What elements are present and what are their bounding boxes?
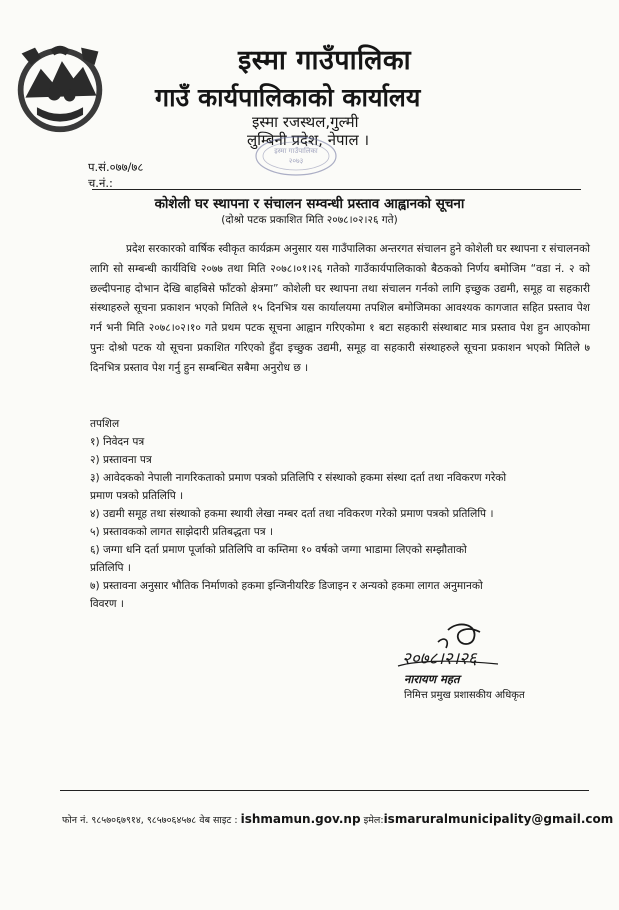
tapashil-item-cont: प्रमाण पत्रको प्रतिलिपि । [90,490,184,502]
signatory-name: नारायण महत [404,672,460,686]
tapashil-item-cont: प्रतिलिपि । [90,562,131,574]
phone-numbers: ९८५७०६७९१४, ९८५७०६४५७८ [91,815,197,826]
nepal-emblem-logo [12,40,108,136]
signatory-designation: निमित्त प्रमुख प्रशासकीय अधिकृत [404,690,525,701]
website-label: वेब साइट : [199,815,238,826]
header-divider [92,189,581,190]
tapashil-item: ४) उद्यमी समूह तथा संस्थाको हकमा स्थायी लेखा नम्बर दर्ता तथा नविकरण गरेको प्रमाण पत्रको प्रतिलिपि । [90,508,494,520]
footer-divider [60,790,589,791]
tapashil-item: १) निवेदन पत्र [90,436,145,448]
notice-body: प्रदेश सरकारको वार्षिक स्वीकृत कार्यक्रम अनुसार यस गाउँपालिका अन्तरगत संचालन हुने कोशेली घर स्थापना र संचालनको लागि सो सम्बन्धी कार्यविधि २०७७ तथा मिति २०७८।०१।२६ गतेको गाउँकार्यपालिकाको बैठकको निर्णय बमोजिम “वडा नं. २ को छल्दीपनाह दोभान देखि बाहबिसे फाँटको क्षेत्रमा” कोशेली घर स्थापना तथा संचालन गर्नको लागि इच्छुक उद्यमी, समूह वा सहकारी संस्थाहरुले सूचना प्रकाशन भएको मितिले १५ दिनभित्र यस कार्यालयमा तपशिल बमोजिमका आवश्यक कागजात सहित प्रस्ताव पेश गर्न भनी मिति २०७८।०२।१० गते प्रथम पटक सूचना आह्वान गरिएकोमा १ बटा सहकारी संस्थाबाट मात्र प्रस्ताव पेश हुन आएकोमा पुनः दोश्रो पटक यो सूचना प्रकाशित गरिएको हुँदा इच्छुक उद्यमी, समूह वा सहकारी संस्थाहरुले सूचना प्रकाशन भएको मितिले ७ दिनभित्र प्रस्ताव पेश गर्नु हुन सम्बन्धित सबैमा अनुरोध छ । [90,243,590,374]
office-title: गाउँ कार्यपालिकाको कार्यालय [155,83,421,112]
notice-subtitle: (दोश्रो पटक प्रकाशित मिति २०७८।०२।२६ गते) [221,214,398,226]
province-line: लुम्बिनी प्रदेश, नेपाल । [247,131,370,149]
tapashil-item: ३) आवेदकको नेपाली नागरिकताको प्रमाण पत्रको प्रतिलिपि र संस्थाको हकमा संस्था दर्ता तथा नविकरण गरेको [90,472,507,484]
footer [62,812,613,826]
tapashil-item: ७) प्रस्तावना अनुसार भौतिक निर्माणको हकमा इन्जिनीयरिङ डिजाइन र अन्यको हकमा लागत अनुमानको [90,580,483,592]
tapashil-item: ५) प्रस्तावकको लागत साझेदारी प्रतिबद्धता पत्र । [90,526,273,538]
tapashil-item: ६) जग्गा धनि दर्ता प्रमाण पूर्जाको प्रतिलिपि वा कम्तिमा १० वर्षको जग्गा भाडामा लिएको सम्झौताको [90,544,467,556]
phone-label: फोन नं. [62,815,89,826]
dispatch-number: च.नं.: [88,176,113,190]
signature-date: २०७८।२।२६ [402,649,477,669]
tapashil-item: २) प्रस्तावना पत्र [90,454,152,466]
office-stamp [252,133,340,179]
municipality-title: इस्मा गाउँपालिका [238,45,412,76]
email-link[interactable]: ismaruralmunicipality@gmail.com [383,812,614,826]
email-label: इमेल: [363,815,384,826]
svg-text:इस्मा गाउँपालिका: इस्मा गाउँपालिका [274,147,318,155]
notice-title: कोशेली घर स्थापना र संचालन सम्वन्धी प्रस्ताव आह्वानको सूचना [154,196,465,212]
tapashil-heading: तपशिल [90,418,120,430]
svg-text:२०७३: २०७३ [288,157,304,165]
tapashil-item-cont: विवरण । [90,598,124,610]
office-address: इस्मा रजस्थल,गुल्मी [252,113,359,131]
website-link[interactable]: ishmamun.gov.np [240,812,361,826]
letter-number: प.सं.०७७/७८ [88,160,144,174]
